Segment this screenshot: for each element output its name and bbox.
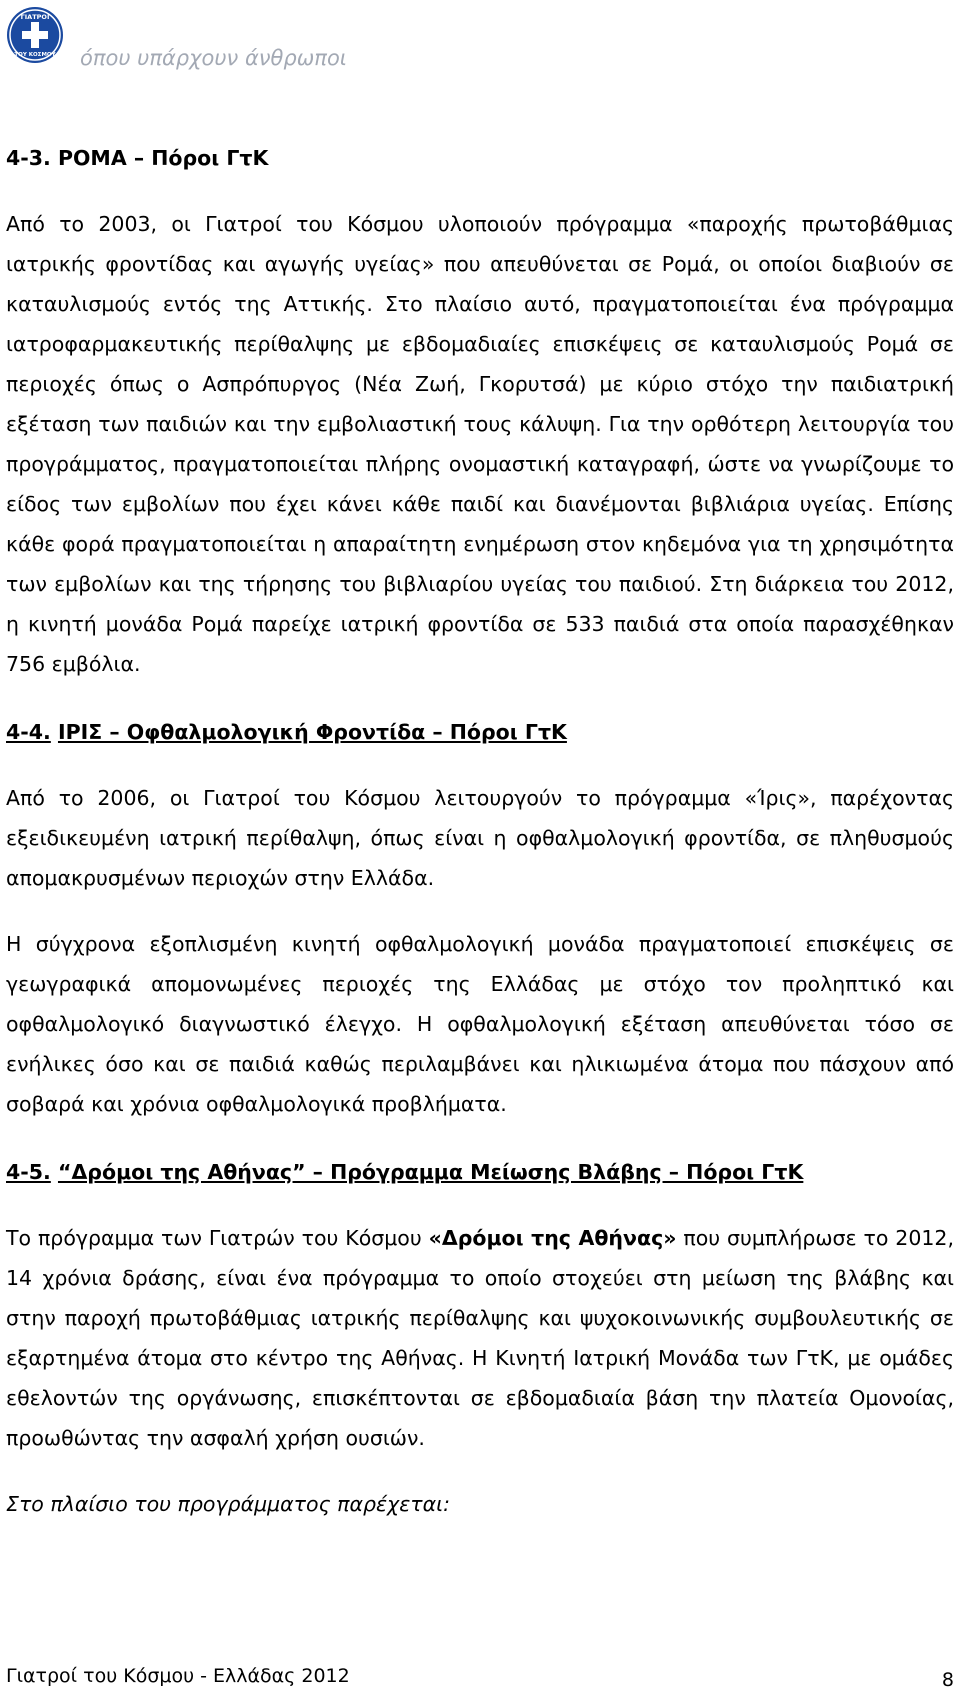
italic-intro <box>6 1484 954 1524</box>
section-title: ΙΡΙΣ – Οφθαλμολογική Φροντίδα – Πόροι ΓτΚ <box>57 720 567 744</box>
page-footer <box>6 1665 954 1693</box>
page-header <box>6 6 606 70</box>
section-heading-athens <box>6 1152 954 1192</box>
program-name: «Δρόμοι της Αθήνας» <box>428 1226 677 1250</box>
page-number: 8 <box>941 1669 954 1691</box>
section-number: 4-4. <box>6 720 51 744</box>
svg-text:ΓΙΑΤΡΟΙ: ΓΙΑΤΡΟΙ <box>20 13 50 21</box>
paragraph-athens <box>6 1218 954 1458</box>
section-number: 4-3. <box>6 146 51 170</box>
paragraph-lead: Το πρόγραμμα των Γιατρών του Κόσμου <box>6 1226 429 1250</box>
section-number: 4-5. <box>6 1160 51 1184</box>
paragraph-iris-2: Η σύγχρονα εξοπλισμένη κινητή οφθαλμολογική μονάδα πραγματοποιεί επισκέψεις σε γεωγραφικά απομονωμένες περιοχές της Ελλάδας με στόχο τον προληπτικό και οφθαλμολογικό διαγνωστικό έλεγχο. Η οφθαλμολογική εξέταση απευθύνεται τόσο σε ενήλικες όσο και σε παιδιά καθώς περιλαμβάνει και ηλικιωμένα άτομα που πάσχουν από σοβαρά και χρόνια οφθαλμολογικά προβλήματα. <box>6 932 954 1116</box>
italic-intro-text: Στο πλαίσιο του προγράμματος παρέχεται: <box>6 1492 450 1516</box>
paragraph-rest: που συμπλήρωσε το 2012, 14 χρόνια δράσης, είναι ένα πρόγραμμα το οποίο στοχεύει στη μείωση της βλάβης και στην παροχή πρωτοβάθμιας ιατρικής περίθαλψης και ψυχοκοινωνικής συμβουλευτικής σε εξαρτημένα άτομα στο κέντρο της Αθήνας. Η Κινητή Ιατρική Μονάδα των ΓτΚ, με ομάδες εθελοντών της οργάνωσης, επισκέπτονται σε εβδομαδιαία βάση την πλατεία Ομονοίας, προωθώντας την ασφαλή χρήση ουσιών. <box>6 1226 954 1450</box>
section-heading-roma <box>6 138 954 178</box>
svg-text:ΤΟΥ ΚΟΣΜΟΥ: ΤΟΥ ΚΟΣΜΟΥ <box>14 52 56 58</box>
paragraph-iris-1: Από το 2006, οι Γιατροί του Κόσμου λειτουργούν το πρόγραμμα «Ίρις», παρέχοντας εξειδικευμένη ιατρική περίθαλψη, όπως είναι η οφθαλμολογική φροντίδα, σε πληθυσμούς απομακρυσμένων περιοχών στην Ελλάδα. <box>6 786 954 890</box>
footer-org: Γιατροί του Κόσμου - Ελλάδας 2012 <box>6 1665 350 1687</box>
doctors-of-the-world-logo <box>6 6 64 64</box>
section-title: “Δρόμοι της Αθήνας” – Πρόγραμμα Μείωσης Βλάβης – Πόροι ΓτΚ <box>57 1160 804 1184</box>
document-body <box>6 138 954 1524</box>
paragraph-roma: Από το 2003, οι Γιατροί του Κόσμου υλοποιούν πρόγραμμα «παροχής πρωτοβάθμιας ιατρικής φροντίδας και αγωγής υγείας» που απευθύνεται σε Ρομά, οι οποίοι διαβιούν σε καταυλισμούς εντός της Αττικής. Στο πλαίσιο αυτό, πραγματοποιείται ένα πρόγραμμα ιατροφαρμακευτικής περίθαλψης με εβδομαδιαίες επισκέψεις σε καταυλισμούς Ρομά σε περιοχές όπως ο Ασπρόπυργος (Νέα Ζωή, Γκορυτσά) με κύριο στόχο την παιδιατρική εξέταση των παιδιών και την εμβολιαστική τους κάλυψη. Για την ορθότερη λειτουργία του προγράμματος, πραγματοποιείται πλήρης ονομαστική καταγραφή, ώστε να γνωρίζουμε το είδος των εμβολίων που έχει κάνει κάθε παιδί και διανέμονται βιβλιάρια υγείας. Επίσης κάθε φορά πραγματοποιείται η απαραίτητη ενημέρωση στον κηδεμόνα για τη χρησιμότητα των εμβολίων και της τήρησης του βιβλιαρίου υγείας του παιδιού. Στη διάρκεια του 2012, η κινητή μονάδα Ρομά παρείχε ιατρική φροντίδα σε 533 παιδιά στα οποία παρασχέθηκαν 756 εμβόλια. <box>6 212 954 676</box>
section-title: ΡΟΜΑ – Πόροι ΓτΚ <box>57 146 269 170</box>
section-heading-iris <box>6 712 954 752</box>
tagline: όπου υπάρχουν άνθρωποι <box>80 46 347 70</box>
